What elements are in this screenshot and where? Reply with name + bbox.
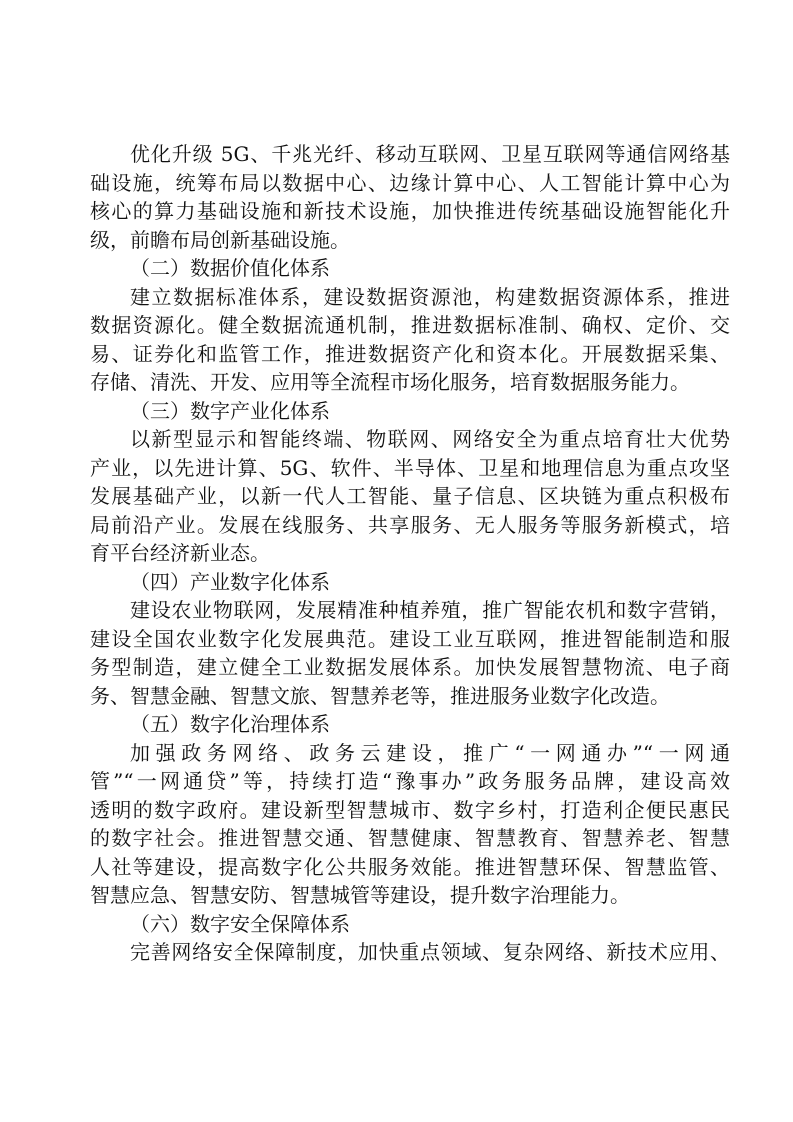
text-line: 建设全国农业数字化发展典范。建设工业互联网，推进智能制造和服 — [90, 626, 730, 651]
section-heading: （五）数字化治理体系 — [130, 712, 330, 736]
text-line: 局前沿产业。发展在线服务、共享服务、无人服务等服务新模式，培 — [90, 512, 730, 537]
text-line: 加强政务网络、政务云建设，推广“一网通办”“一网通 — [130, 740, 730, 765]
text-line: 以新型显示和智能终端、物联网、网络安全为重点培育壮大优势 — [130, 427, 730, 451]
section-heading: （二）数据价值化体系 — [130, 256, 330, 280]
text-line: 透明的数字政府。建设新型智慧城市、数字乡村，打造利企便民惠民 — [90, 797, 730, 822]
document-body — [90, 140, 730, 967]
section-heading: （六）数字安全保障体系 — [130, 911, 350, 936]
text-line: 管”“一网通贷”等，持续打造“豫事办”政务服务品牌，建设高效 — [90, 769, 730, 793]
text-line: 建设农业物联网，发展精准种植养殖，推广智能农机和数字营销， — [130, 598, 730, 622]
text-line: 育平台经济新业态。 — [90, 541, 270, 565]
section-heading: （四）产业数字化体系 — [130, 569, 330, 594]
text-line: 础设施，统筹布局以数据中心、边缘计算中心、人工智能计算中心为 — [90, 170, 730, 195]
text-line: 数据资源化。健全数据流通机制，推进数据标准制、确权、定价、交 — [90, 313, 730, 337]
paragraph — [90, 140, 730, 254]
paragraph — [90, 425, 730, 568]
text-line: 智慧应急、智慧安防、智慧城管等建设，提升数字治理能力。 — [90, 883, 630, 907]
text-line: 核心的算力基础设施和新技术设施，加快推进传统基础设施智能化升 — [90, 199, 730, 223]
paragraph — [90, 739, 730, 910]
text-line: 完善网络安全保障制度，加快重点领域、复杂网络、新技术应用、 — [130, 940, 730, 964]
text-line: 人社等建设，提高数字化公共服务效能。推进智慧环保、智慧监管、 — [90, 854, 730, 879]
text-line: 优化升级 5G、千兆光纤、移动互联网、卫星互联网等通信网络基 — [130, 142, 730, 166]
paragraph — [90, 938, 730, 967]
section-heading: （三）数字产业化体系 — [130, 398, 330, 423]
paragraph — [90, 283, 730, 397]
text-line: 易、证券化和监管工作，推进数据资产化和资本化。开展数据采集、 — [90, 341, 730, 366]
paragraph — [90, 596, 730, 710]
text-line: 务、智慧金融、智慧文旅、智慧养老等，推进服务业数字化改造。 — [90, 683, 670, 708]
text-line: 级，前瞻布局创新基础设施。 — [90, 227, 350, 252]
text-line: 存储、清洗、开发、应用等全流程市场化服务，培育数据服务能力。 — [90, 370, 690, 394]
text-line: 发展基础产业，以新一代人工智能、量子信息、区块链为重点积极布 — [90, 484, 730, 508]
text-line: 建立数据标准体系，建设数据资源池，构建数据资源体系，推进 — [130, 284, 730, 309]
text-line: 产业，以先进计算、5G、软件、半导体、卫星和地理信息为重点攻坚 — [90, 455, 730, 480]
text-line: 务型制造，建立健全工业数据发展体系。加快发展智慧物流、电子商 — [90, 655, 730, 679]
text-line: 的数字社会。推进智慧交通、智慧健康、智慧教育、智慧养老、智慧 — [90, 826, 730, 850]
